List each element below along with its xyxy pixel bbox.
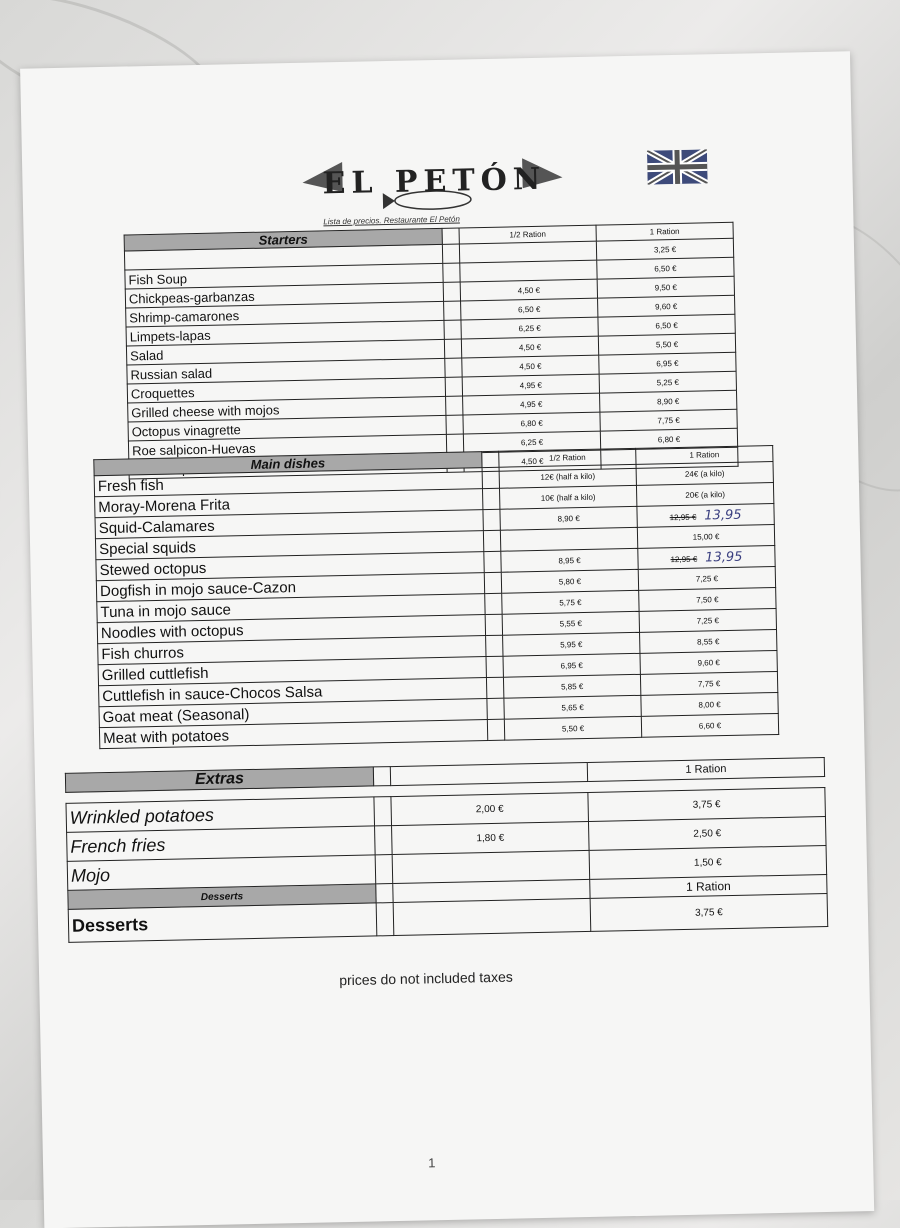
starters-col-half: 1/2 Ration bbox=[459, 225, 596, 244]
spacer-cell bbox=[374, 797, 392, 826]
price-full-value: 9,60 € bbox=[654, 301, 678, 311]
price-full-value: 6,60 € bbox=[698, 720, 722, 731]
dish-name: Russian salad bbox=[127, 358, 445, 384]
price-full bbox=[638, 545, 775, 569]
spacer-cell bbox=[446, 396, 463, 415]
dish-name: Croquettes bbox=[127, 377, 445, 403]
dish-name: French fries bbox=[67, 826, 376, 861]
dish-name: Fish Soup bbox=[125, 263, 443, 289]
desserts-col-full: 1 Ration bbox=[590, 874, 827, 898]
price-half: 5,85 € bbox=[503, 674, 640, 698]
spacer-cell bbox=[445, 377, 462, 396]
price-half: 10€ (half a kilo) bbox=[499, 485, 636, 509]
starters-title: Starters bbox=[124, 228, 442, 251]
price-full-value: 6,50 € bbox=[654, 263, 677, 273]
mains-col-full: 1 Ration bbox=[636, 446, 773, 465]
price-half: 6,50 € bbox=[461, 298, 598, 320]
starters-extra-price: 3,25 € bbox=[596, 238, 733, 260]
mains-title: Main dishes bbox=[94, 452, 482, 476]
price-full-value: 8,55 € bbox=[697, 636, 720, 647]
price-full-value: 8,00 € bbox=[698, 699, 721, 710]
price-half: 8,95 € bbox=[501, 548, 638, 572]
price-half: 5,80 € bbox=[501, 569, 638, 593]
price-half: 4,50 € bbox=[460, 279, 597, 301]
spacer-cell bbox=[482, 467, 499, 488]
spacer-cell bbox=[484, 572, 501, 593]
mains-col-half: 1/2 Ration bbox=[499, 448, 636, 467]
price-half: 1,80 € bbox=[392, 821, 590, 854]
handwritten-price: 13,95 bbox=[705, 549, 743, 565]
spacer-cell bbox=[483, 530, 500, 551]
desserts-title: Desserts bbox=[68, 884, 376, 909]
dish-name: Dogfish in mojo sauce-Cazon bbox=[96, 573, 484, 602]
spacer-cell bbox=[376, 903, 394, 936]
price-list-subtitle: Lista de precios. Restaurante El Petón bbox=[323, 214, 460, 227]
starters-col-full: 1 Ration bbox=[596, 222, 733, 241]
price-half: 6,95 € bbox=[503, 653, 640, 677]
price-full-value: 7,50 € bbox=[696, 594, 719, 605]
dish-name: Desserts bbox=[68, 903, 377, 942]
price-full-value: 5,50 € bbox=[655, 339, 679, 349]
dish-name: Salad bbox=[126, 339, 444, 365]
price-full bbox=[640, 629, 777, 653]
tax-note: prices do not included taxes bbox=[339, 968, 513, 989]
dish-name: Roe salpicon-Huevas bbox=[128, 434, 446, 460]
price-half: 5,95 € bbox=[503, 632, 640, 656]
price-full-value: 7,75 € bbox=[657, 415, 680, 425]
dish-name: Tuna in mojo sauce bbox=[97, 594, 485, 623]
price-full-value: 15,00 € bbox=[692, 531, 720, 542]
spacer-cell bbox=[444, 301, 461, 320]
spacer-cell bbox=[485, 614, 502, 635]
price-full bbox=[636, 462, 773, 486]
price-full-value: 12,95 € bbox=[669, 512, 697, 522]
spacer-cell bbox=[443, 263, 460, 282]
price-half bbox=[500, 527, 637, 551]
mains-table bbox=[93, 445, 779, 749]
spacer-cell bbox=[444, 320, 461, 339]
price-full-value: 7,25 € bbox=[695, 573, 719, 584]
price-full-value: 7,25 € bbox=[696, 615, 720, 626]
dish-name: Fresh fish bbox=[94, 468, 482, 497]
price-half: 8,90 € bbox=[500, 506, 637, 530]
dish-name: Squid-Calamares bbox=[95, 510, 483, 539]
menu-paper bbox=[20, 51, 874, 1228]
dish-name: Chickpeas-garbanzas bbox=[125, 282, 443, 308]
spacer-cell bbox=[446, 415, 463, 434]
starters-table bbox=[124, 222, 739, 480]
price-half: 5,75 € bbox=[502, 590, 639, 614]
spacer-cell bbox=[486, 677, 503, 698]
price-full-value: 24€ (a kilo) bbox=[684, 468, 725, 479]
handwritten-price: 13,95 bbox=[704, 507, 742, 523]
price-full-value: 7,75 € bbox=[697, 678, 721, 689]
price-full-value: 2,50 € bbox=[693, 827, 722, 840]
spacer-cell bbox=[375, 826, 393, 855]
price-full-value: 6,50 € bbox=[655, 320, 678, 330]
price-full-value: 12,95 € bbox=[670, 554, 698, 564]
spacer-cell bbox=[487, 698, 504, 719]
spacer-cell bbox=[443, 282, 460, 301]
dish-name: Grilled cheese with mojos bbox=[128, 396, 446, 422]
price-half: 4,50 € bbox=[464, 450, 601, 472]
price-full-value: 20€ (a kilo) bbox=[685, 489, 726, 500]
spacer-cell bbox=[446, 434, 463, 453]
price-full bbox=[637, 504, 774, 528]
price-half: 5,55 € bbox=[502, 611, 639, 635]
dish-name: Fish churros bbox=[98, 636, 486, 665]
dish-name: Goat meat (Seasonal) bbox=[99, 699, 487, 728]
price-half: 5,65 € bbox=[504, 695, 641, 719]
dish-name: Stewed octopus bbox=[96, 552, 484, 581]
price-half: 6,25 € bbox=[461, 317, 598, 339]
dish-name: Cuttlefish in sauce-Chocos Salsa bbox=[99, 678, 487, 707]
price-full bbox=[641, 692, 778, 716]
price-half bbox=[393, 898, 591, 935]
spacer-cell bbox=[484, 551, 501, 572]
dish-name: Special squids bbox=[95, 531, 483, 560]
page-number: 1 bbox=[427, 1155, 436, 1171]
price-full bbox=[638, 566, 775, 590]
price-half: 2,00 € bbox=[391, 792, 589, 825]
price-half: 4,95 € bbox=[463, 393, 600, 415]
price-half: 6,80 € bbox=[463, 412, 600, 434]
extras-col-full: 1 Ration bbox=[587, 758, 824, 782]
dish-name: Meat with potatoes bbox=[99, 720, 487, 749]
price-full bbox=[637, 524, 774, 548]
price-half: 4,50 € bbox=[461, 336, 598, 358]
spacer-cell bbox=[444, 339, 461, 358]
spacer-cell bbox=[376, 884, 393, 903]
price-half: 5,50 € bbox=[504, 716, 641, 740]
price-full-value: 3,75 € bbox=[692, 798, 721, 811]
dish-name: Octopus vinagrette bbox=[128, 415, 446, 441]
price-full-value: 1,50 € bbox=[693, 856, 722, 869]
price-full bbox=[641, 713, 778, 737]
price-full-value: 8,90 € bbox=[656, 396, 680, 406]
extras-table bbox=[65, 757, 828, 943]
price-half: 12€ (half a kilo) bbox=[499, 464, 636, 488]
price-full-value: 6,80 € bbox=[657, 434, 681, 444]
spacer-cell bbox=[483, 509, 500, 530]
price-full-value: 9,50 € bbox=[654, 282, 678, 292]
price-half: 4,50 € bbox=[462, 355, 599, 377]
spacer-cell bbox=[485, 593, 502, 614]
dish-name: Wrinkled potatoes bbox=[66, 797, 375, 832]
price-half: 4,95 € bbox=[462, 374, 599, 396]
price-half: 6,25 € bbox=[463, 431, 600, 453]
price-full bbox=[639, 587, 776, 611]
spacer-cell bbox=[375, 855, 393, 884]
spacer-cell bbox=[482, 488, 499, 509]
price-full-value: 9,60 € bbox=[697, 657, 720, 668]
logo-text: EL PETÓN bbox=[322, 161, 547, 202]
spacer-cell bbox=[487, 719, 504, 740]
spacer-cell bbox=[486, 656, 503, 677]
spacer-cell bbox=[445, 358, 462, 377]
price-full bbox=[640, 650, 777, 674]
extras-title: Extras bbox=[65, 767, 373, 792]
dish-name: Shrimp-camarones bbox=[126, 301, 444, 327]
price-full-value: 6,95 € bbox=[656, 358, 679, 368]
uk-flag-icon[interactable] bbox=[647, 149, 708, 184]
restaurant-logo bbox=[302, 157, 563, 218]
price-full-value: 5,25 € bbox=[656, 377, 680, 387]
dish-name: Moray-Morena Frita bbox=[95, 489, 483, 518]
price-full bbox=[639, 608, 776, 632]
price-full bbox=[636, 483, 773, 507]
dish-name: Mojo bbox=[67, 855, 376, 890]
dish-name: Limpets-lapas bbox=[126, 320, 444, 346]
dish-name: Noodles with octopus bbox=[97, 615, 485, 644]
spacer-cell bbox=[486, 635, 503, 656]
dish-name: Grilled cuttlefish bbox=[98, 657, 486, 686]
price-half bbox=[392, 850, 590, 883]
price-full bbox=[640, 671, 777, 695]
price-full: 3,75 € bbox=[590, 893, 828, 931]
